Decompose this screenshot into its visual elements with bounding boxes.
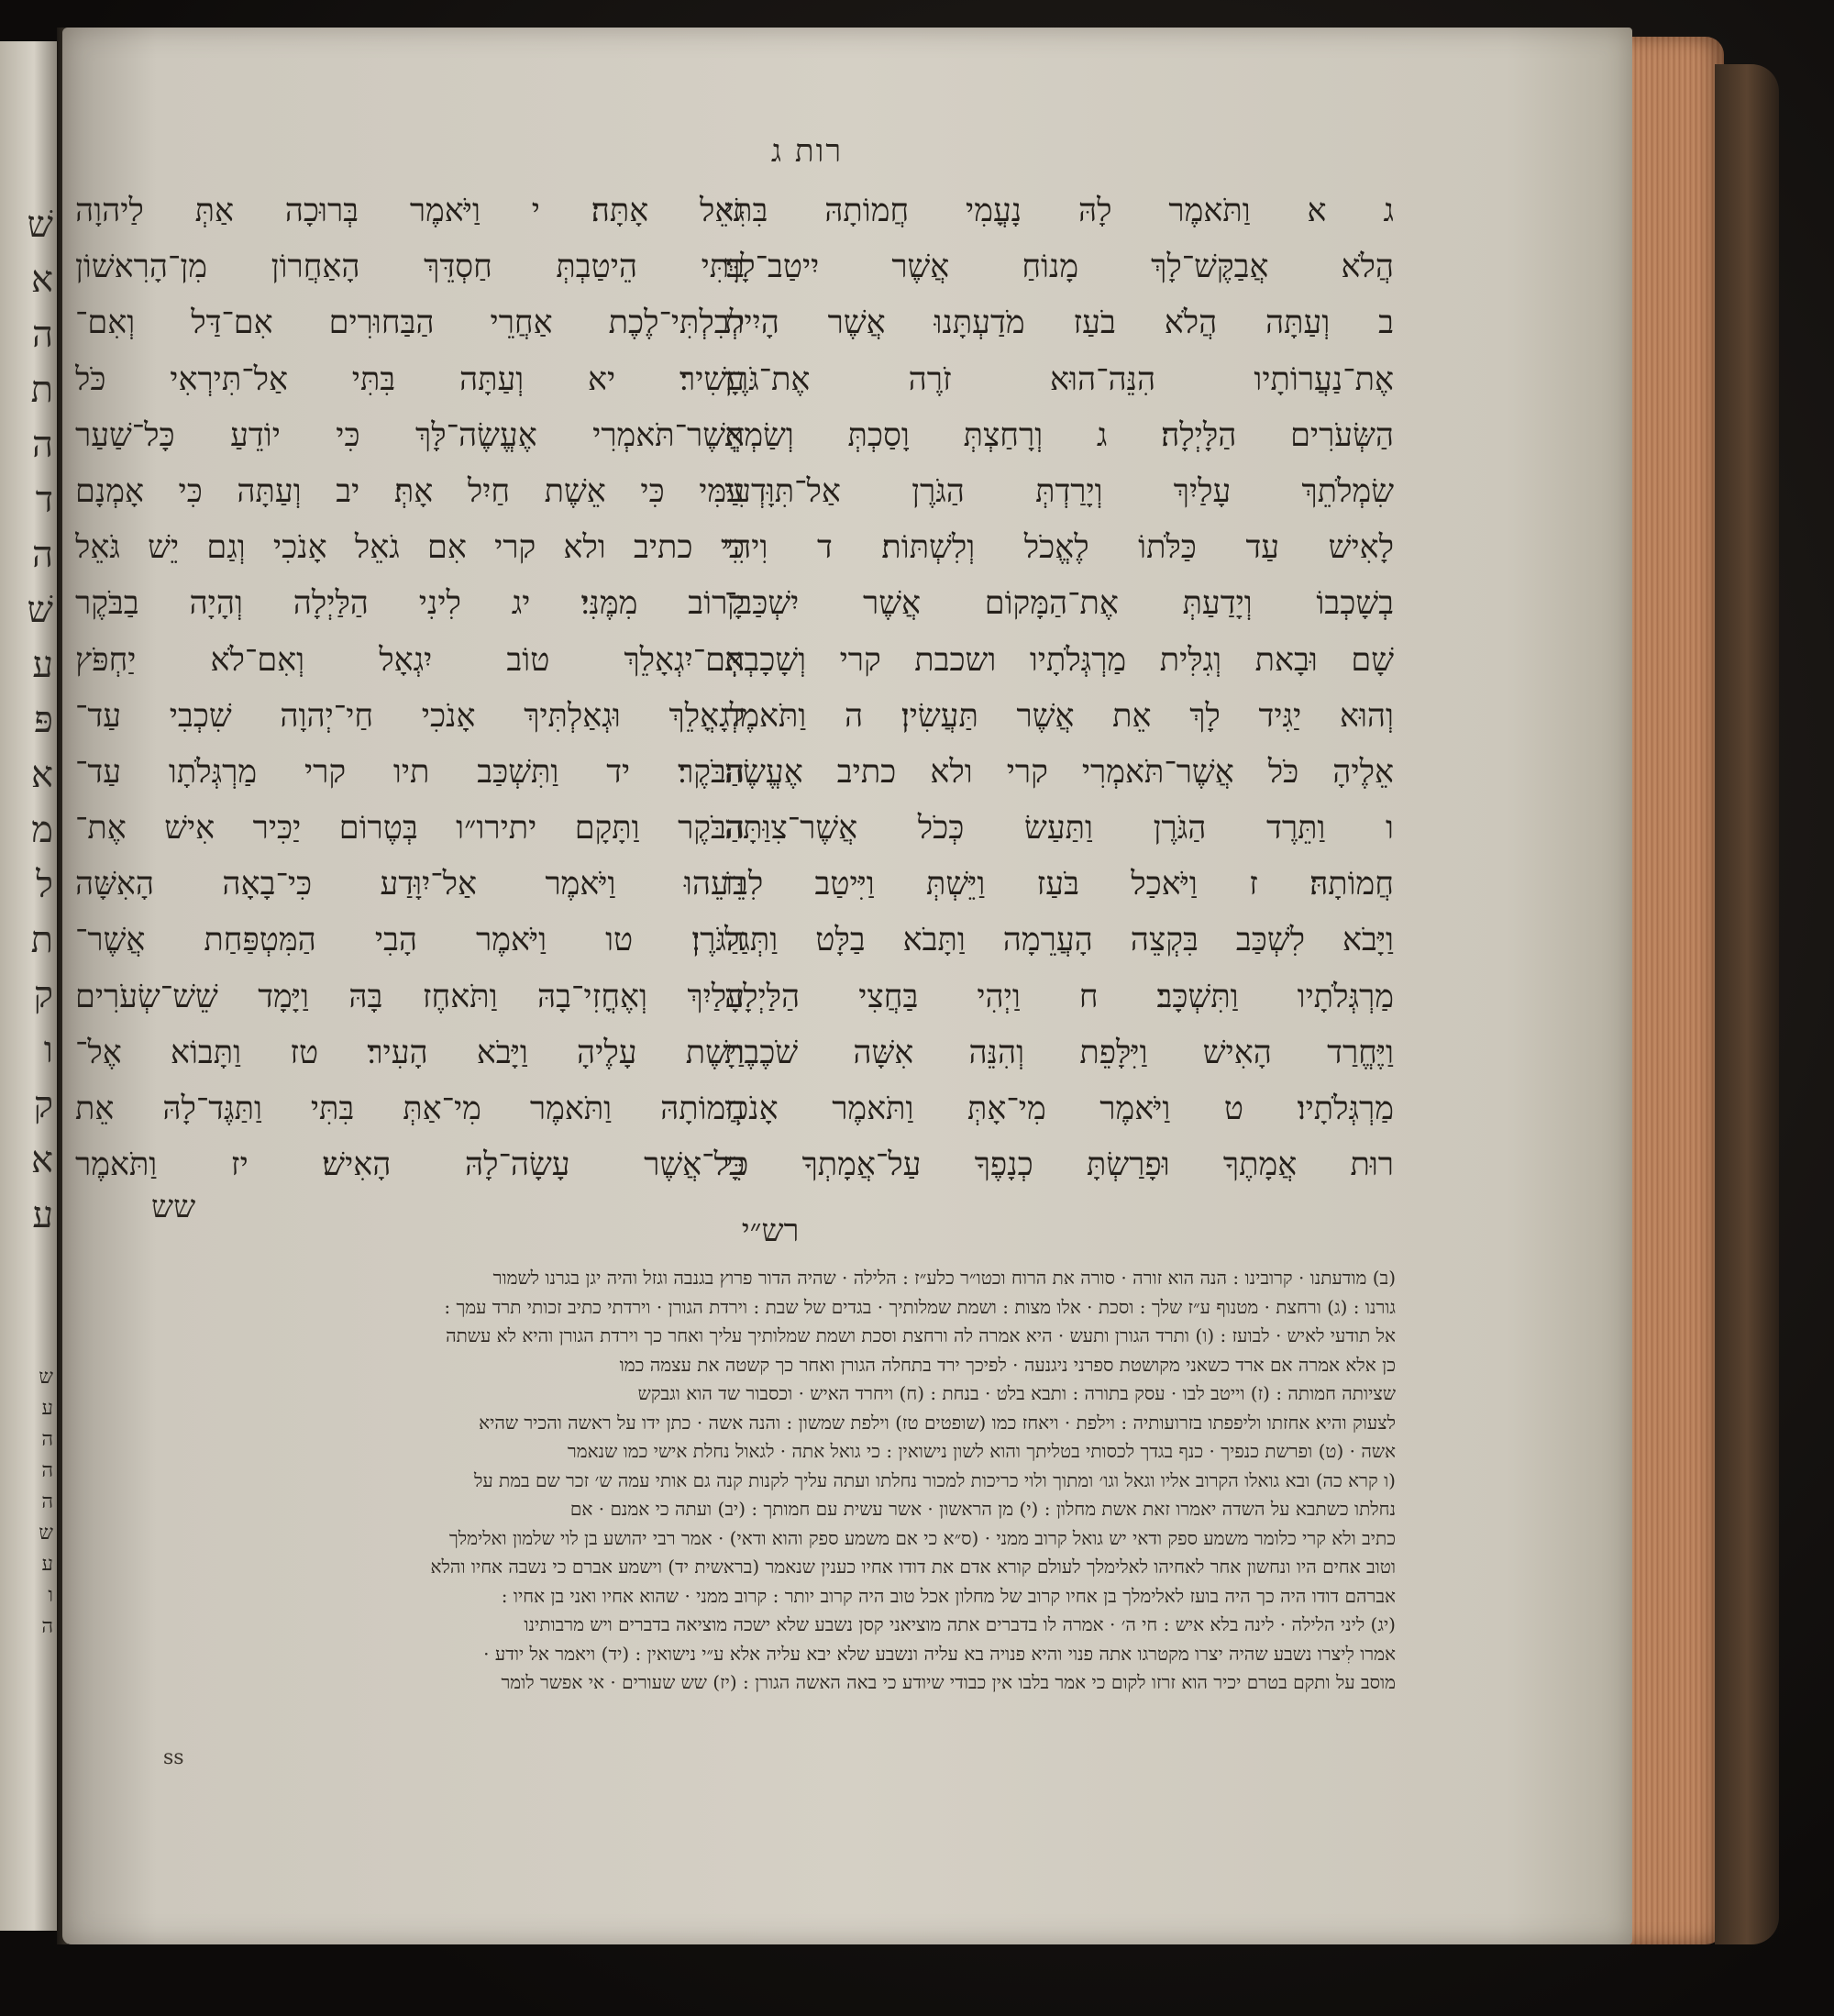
text-line: ג א וַתֹּאמֶר לָהּ נָעֳמִי חֲמוֹתָהּ בִּתִּי [724, 193, 1394, 229]
text-line: אֶת־נַעֲרוֹתָיו הִנֵּה־הוּא זֹרֶה אֶת־גֹּרֶן [724, 360, 1394, 398]
text-line: מַרְגְּלֹתָיו וַתִּשְׁכָּב׃ ח וַיְהִי בַּחֲצִי הַלַּיְלָה [724, 978, 1394, 1015]
commentary-line: אשה · (ט) ופרשת כנפיך · כנף בגדך לכסותי בטליתך והוא לשון נישואין : כי גואל אתה · לגאול נחלת אישי כמו שנאמר [567, 1440, 1396, 1462]
commentary-line: וטוב אחים היו ונחשון אחר לאחיהו לאלימלך לעולם קורא אדם את דודו אחיו כענין שנאמר (בראשית יד) וישמע אברם כי נשבה אחיו והלא [430, 1556, 1396, 1578]
text-line: בִּתִּי הֵיטַבְתְּ חַסְדֵּךְ הָאַחֲרוֹן מִן־הָרִאשׁוֹן [75, 249, 745, 286]
commentary-line: אל תודעי לאיש · לבועז : (ו) ותרד הגורן ותעש · היא אמרה לה ורחצת וסכת ושמת שמלותיך עליך ואחר כך וירדת הגורן והיא לא עשתה [446, 1324, 1396, 1346]
rashi-commentary [84, 1264, 1396, 1698]
text-line: אֲשֶׁר־תֹּאמְרִי אֶעֱשֶׂה־לָּךְ כִּי יוֹדֵעַ כָּל־שַׁעַר [75, 416, 745, 454]
text-line: הַשְּׂעֹרִים הַלָּיְלָה׃ ג וְרָחַצְתְּ וָסַכְתְּ וְשַׂמְתְּ [724, 416, 1394, 454]
commentary-line: אמרו לִיצרו נשבע שהיה יצרו מקטרגו אתה פנוי והיא פנויה בא עליה ונשבע שלא יבא עליה אלא ע״י נישואין : (יד) ויאמר אל יודע · [483, 1642, 1396, 1665]
text-line: וַיָּבֹא לִשְׁכַּב בִּקְצֵה הָעֲרֵמָה וַתָּבֹא בַלָּט וַתְּגַל [724, 922, 1394, 959]
text-line: חֲמוֹתָהּ וַתֹּאמֶר מִי־אַתְּ בִּתִּי וַתַּגֶּד־לָהּ אֵת [75, 1091, 745, 1127]
text-line: לְבִלְתִּי־לֶכֶת אַחֲרֵי הַבַּחוּרִים אִם־דַּל וְאִם־ [75, 305, 745, 342]
text-line: וְהוּא יַגִּיד לָךְ אֵת אֲשֶׁר תַּעֲשִׂין׃ ה וַתֹּאמֶר [724, 697, 1394, 735]
commentary-line: כן אלא אמרה אם ארד כשאני מקושטת ספרני ניגנעה · לפיכך ירד בתחלה הגורן ואחר כך קשטה את עצמה כמו [619, 1353, 1396, 1376]
facing-page-commentary-letters: ש ע ה ה ה ש ע ו ה [39, 1366, 53, 1638]
facing-page-edge [0, 41, 60, 1931]
text-column-left [75, 183, 745, 1193]
text-line: כָּל־אֲשֶׁר עָשָׂה־לָהּ הָאִישׁ׃ יז וַתֹּאמֶר [75, 1146, 745, 1184]
text-line: וַיֶּחֱרַד הָאִישׁ וַיִּלָּפֵת וְהִנֵּה אִשָּׁה שֹׁכֶבֶת [724, 1034, 1394, 1071]
text-line: עַמִּי כִּי אֵשֶׁת חַיִל אָתְּ׃ יב וְעַתָּה כִּי אָמְנָם [75, 472, 745, 510]
text-line: אֵלֶיהָ כֹּל אֲשֶׁר־תֹּאמְרִי קרי ולא כתיב אֶעֱשֶׂה׃ [724, 753, 1394, 791]
folio-signature: ss [163, 1746, 184, 1769]
text-line: רֵעֵהוּ וַיֹּאמֶר אַל־יִוָּדַע כִּי־בָאָה הָאִשָּׁה [75, 866, 745, 903]
text-line: ו וַתֵּרֶד הַגֹּרֶן וַתַּעַשׂ כְּכֹל אֲשֶׁר־צִוַּתָּה [724, 810, 1394, 847]
commentary-line: (ו קרא כה) ובא גואלו הקרוב אליו וגאל וגו׳ ומתוך ולוי כריכות למכור נחלתו ועתה עליך לקנות קנה גם אותי עמה ש׳ זכר שם במת על [473, 1468, 1396, 1491]
book-cover-edge [1715, 64, 1779, 1944]
commentary-line: אברהם דודו היה כך היה בועז לאלימלך בן אחיו קרוב של מחלון אכל טוב היה קרוב יותר : קרוב ממני · שהוא אחיו ואני בן אחיו : [501, 1584, 1396, 1607]
catchword: שש [151, 1189, 196, 1225]
text-line: לָאִישׁ עַד כַּלֹּתוֹ לֶאֱכֹל וְלִשְׁתּוֹת׃ ד וִיהִי [724, 529, 1394, 567]
text-line: עָשִׁיר׃ יא וְעַתָּה בִּתִּי אַל־תִּירְאִי כֹּל [75, 360, 745, 398]
text-line: לְגָאֳלֵךְ וּגְאַלְתִּיךְ אָנֹכִי חַי־יְהוָה שִׁכְבִי עַד־ [75, 697, 745, 735]
text-line: קָרוֹב מִמֶּנִּי׃ יג לִינִי הַלַּיְלָה וְהָיָה בַבֹּקֶר [75, 585, 745, 623]
commentary-title: רש״י [741, 1213, 800, 1249]
text-line: שָׁם וּבָאת וְגִלִּית מַרְגְּלֹתָיו ושכבת קרי וְשָׁכָבְתְּ [724, 641, 1394, 679]
commentary-line: גורנו : (ג) ורחצת · מטנוף ע״ז שלך : וסכת · אלו מצות : ושמת שמלותיך · בגדים של שבת : וירדת הגורן · וירדתי כתיב זכותי תרד עמך : [444, 1295, 1396, 1318]
text-line: הַבֹּקֶר וַתָּקָם יתירו״ו בְּטֶרוֹם יַכִּיר אִישׁ אֶת־ [75, 810, 745, 847]
text-line: הֲלֹא אֲבַקֶּשׁ־לָךְ מָנוֹחַ אֲשֶׁר יִיטַב־לָךְ׃ [724, 249, 1394, 286]
text-line: רוּת אֲמָתֶךָ וּפָרַשְׂתָּ כְנָפֶךָ עַל־אֲמָתְךָ כִּי [724, 1146, 1394, 1184]
facing-page-letters: שׁ א ה ת ה ד ה שׁ ע פּ א מ ל ת ק ו ק א ע [27, 204, 53, 1236]
text-column-right [724, 183, 1394, 1193]
text-line: אִם־יִגְאָלֵךְ טוֹב יִגְאָל וְאִם־לֹא יַחְפֹּץ [75, 641, 745, 679]
running-head: רות ג [770, 133, 844, 170]
text-line: גֹאֵל אָתָּה׃ י וַיֹּאמֶר בְּרוּכָה אַתְּ לַיהוָה [75, 193, 745, 229]
text-line: וַיָּשֶׁת עָלֶיהָ וַיָּבֹא הָעִיר׃ טז וַתָּבוֹא אֶל־ [75, 1034, 745, 1071]
text-line: הַבֹּקֶר׃ יד וַתִּשְׁכַּב תיו קרי מַרְגְּלֹתָו עַד־ [75, 753, 745, 791]
commentary-line: לצעוק והיא אחזתו וליפפתו בזרועותיה : וילפת · ויאחז כמו (שופטים טז) וילפת שמשון : והנה אשה · כתן ידו על ראשה והכיר שהיא [479, 1411, 1396, 1434]
text-line: בְשָׁכְבוֹ וְיָדַעַתְּ אֶת־הַמָּקוֹם אֲשֶׁר יִשְׁכַּב־ [724, 585, 1394, 623]
commentary-line: מוסב על ותקם בטרם יכיר הוא זרזו לקום כי אמר בלבו אין כבודי שיודע כי באה האשה הגורן : (יז) שש שעורים · אי אפשר לומר [501, 1671, 1396, 1693]
commentary-line: נחלתו כשתבא על השדה יאמרו זאת אשת מחלון : (י) מן הראשון · אשר עשית עם חמותך : (יב) ועתה כי אמנם · אם [569, 1498, 1396, 1520]
commentary-line: (ב) מודעתנו · קרובינו : הנה הוא זורה · סורה את הרוח וכטו״ר כלע״ז : הלילה · שהיה הדור פרוץ בגנבה וגזל והיה יגן בגרנו לשמור [492, 1267, 1396, 1289]
text-line: שִׂמְלֹתֵךְ עָלַיִךְ וְיָרַדְתְּ הַגֹּרֶן אַל־תִּוָּדְעִי [724, 472, 1394, 510]
commentary-line: שציותה חמותה : (ז) וייטב לבו · עסק בתורה : ותבא בלט · בנחת : (ח) ויחרד האיש · וכסבור שד הוא וגבקש [637, 1382, 1396, 1404]
commentary-line: (יג) ליני הלילה · לינה בלא איש : חי ה׳ · אמרה לו בדברים אתה מוציאני קסן נשבע שלא ישכה מוציאה בדברים ויש מרבותינו [524, 1613, 1396, 1635]
text-line: הַגֹּרֶן׃ טו וַיֹּאמֶר הָבִי הַמִּטְפַּחַת אֲשֶׁר־ [75, 922, 745, 959]
commentary-line: כתיב ולא קרי כלומר משמע ספק ודאי יש גואל קרוב ממני · (ס״א כי אם משמע ספק והוא ודאי) · אמר רבי יהושע בן לוי שלמון ואלימלך [448, 1526, 1396, 1549]
text-line: עָלַיִךְ וְאֶחֳזִי־בָהּ וַתֹּאחֶז בָּהּ וַיָּמָד שֵׁשׁ־שְׂעֹרִים [75, 978, 745, 1015]
text-line: כִּי כתיב ולא קרי אִם גֹאֵל אָנֹכִי וְגַם יֵשׁ גֹּאֵל [75, 529, 745, 567]
text-line: ב וְעַתָּה הֲלֹא בֹעַז מֹדַעְתָּנוּ אֲשֶׁר הָיִית [724, 305, 1394, 342]
text-line: חֲמוֹתָהּ׃ ז וַיֹּאכַל בֹּעַז וַיֵּשְׁתְּ וַיִּיטַב לִבּוֹ [724, 866, 1394, 903]
text-line: מַרְגְּלֹתָיו׃ ט וַיֹּאמֶר מִי־אָתְּ וַתֹּאמֶר אָנֹכִי [724, 1091, 1394, 1127]
